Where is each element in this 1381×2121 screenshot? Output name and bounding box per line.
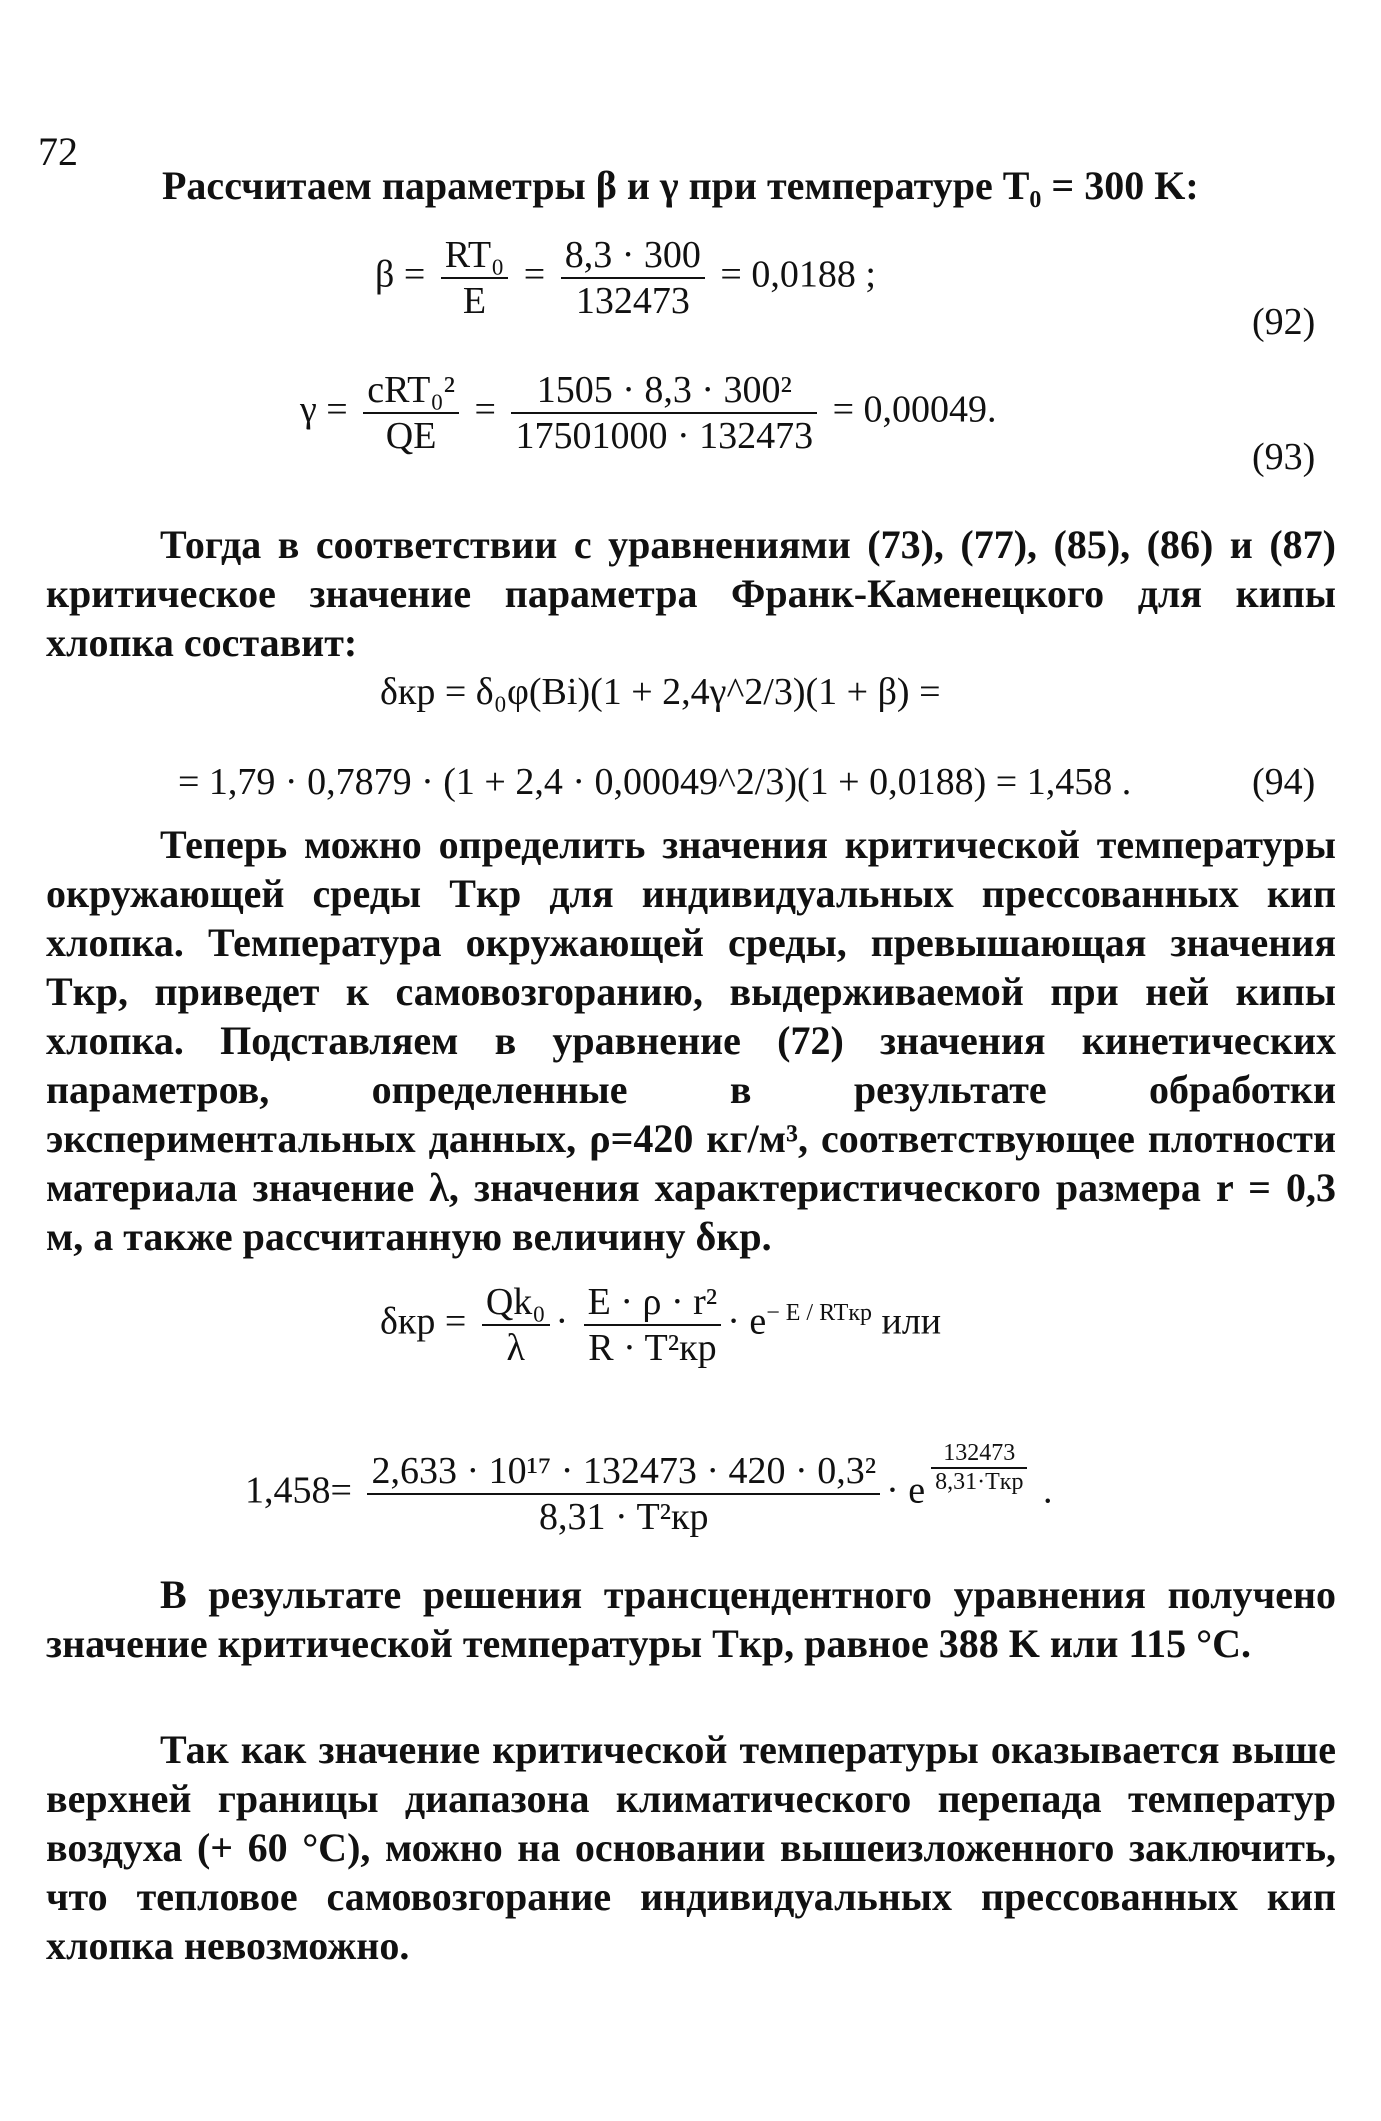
eq92-f1-denominator: E — [462, 280, 487, 322]
eq93-lhs: γ = — [300, 388, 348, 431]
eq-numeric-numerator: 2,633 · 10¹⁷ · 132473 · 420 · 0,3² — [367, 1449, 880, 1495]
eq-numeric-period: . — [1042, 1469, 1053, 1512]
equation-92 — [375, 233, 876, 323]
eq92-lhs: β = — [375, 253, 426, 296]
eq-general-fraction-2 — [584, 1280, 722, 1370]
eq-general-f2-denominator: R · T²кр — [588, 1327, 717, 1369]
eq-general-lhs: δкр = — [380, 1300, 467, 1343]
paragraph-conclusion: Так как значение критической температуры оказывается выше верхней границы диапазона климатического перепада температур воздуха (+ 60 °C), можно на основании вышеизложенного заключить, что тепловое самовозгорание индивидуальных прессованных кип хлопка невозможно. — [46, 1727, 1336, 1968]
eq92-f2-numerator: 8,3 · 300 — [561, 233, 705, 279]
eq-general-fraction-1 — [482, 1280, 550, 1370]
paragraph-then: Тогда в соответствии с уравнениями (73), (77), (85), (86) и (87) критическое значение параметра Франк-Каменецкого для кипы хлопка составит: — [46, 522, 1336, 665]
page-number: 72 — [38, 129, 78, 174]
equation-93-number: (93) — [1252, 436, 1316, 478]
paragraph-critical-temperature: Теперь можно определить значения критической температуры окружающей среды Tкр для индивидуальных прессованных кип хлопка. Температура окружающей среды, превышающая значения Tкр, приведет к самовозгоранию, выдерживаемой при ней кипы хлопка. Подставляем в уравнение (72) значения кинетических параметров, определенные в результате обработки экспериментальных данных, ρ=420 кг/м³, соответствующее плотности материала значение λ, значения характеристического размера r = 0,3 м, а также рассчитанную величину δкр. — [46, 822, 1336, 1259]
intro-line: Рассчитаем параметры β и γ при температуре T₀ = 300 K: — [162, 163, 1199, 208]
equation-general: δкр = $\frac{\text{Qk₀}}{\lambda}$ · $\frac{\text{E · ρ · r²}}{\text{R · T²кр}}$ · $e^{- E / RTкр}$ или — [380, 1281, 942, 1369]
equation-93 — [300, 368, 997, 458]
eq92-equals: = — [523, 253, 546, 296]
equation-94-number: (94) — [1252, 761, 1316, 803]
eq92-fraction-2 — [561, 233, 705, 323]
eq93-f1-denominator: QE — [385, 415, 437, 457]
eq-numeric-exp-numerator: 132473 — [931, 1440, 1027, 1469]
eq92-f2-denominator: 132473 — [575, 280, 690, 322]
eq-numeric-exponent — [931, 1440, 1027, 1496]
eq-numeric-lhs: 1,458= — [245, 1469, 352, 1512]
eq-numeric-fraction — [367, 1449, 880, 1539]
eq93-f2-denominator: 17501000 · 132473 — [515, 415, 814, 457]
equation-94-line-2: = 1,79 · 0,7879 · (1 + 2,4 · 0,00049^2/3)(1 + 0,0188) = 1,458 . — [178, 761, 1132, 803]
eq93-result: = 0,00049. — [832, 388, 997, 431]
eq93-f1-numerator: cRT₀² — [363, 368, 459, 414]
eq93-equals: = — [474, 388, 496, 431]
eq-numeric-exp-denominator: 8,31·Tкр — [935, 1469, 1024, 1495]
equation-92-number: (92) — [1252, 301, 1316, 343]
eq-general-f1-numerator: Qk₀ — [482, 1280, 550, 1326]
eq92-fraction-1 — [441, 233, 509, 323]
eq-general-f2-numerator: E · ρ · r² — [584, 1280, 722, 1326]
equation-94-line-1: δкр = δ₀φ(Bi)(1 + 2,4γ^2/3)(1 + β) = — [380, 671, 941, 713]
eq-general-exponent: − E / RTкр — [766, 1300, 872, 1327]
paragraph-result: В результате решения трансцендентного уравнения получено значение критической температуры Tкр, равное 388 K или 115 °C. — [46, 1572, 1336, 1666]
eq92-result: = 0,0188 ; — [720, 253, 876, 296]
eq-numeric-denominator: 8,31 · T²кр — [538, 1495, 709, 1538]
eq92-f1-numerator: RT₀ — [441, 233, 509, 279]
eq93-f2-numerator: 1505 · 8,3 · 300² — [511, 368, 817, 414]
eq-general-or: или — [881, 1300, 942, 1343]
eq-general-f1-denominator: λ — [506, 1327, 525, 1369]
eq93-fraction-1 — [363, 368, 459, 458]
equation-numeric: 1,458= $\frac{\text{2,633 · 10¹⁷ · 132473 · 420 · 0,3²}}{\text{8,31 · T²кр}}$ · e $^{\frac{132473}{\text{8,31·Tкр}}}$ . — [245, 1440, 1053, 1538]
eq93-fraction-2 — [511, 368, 817, 458]
